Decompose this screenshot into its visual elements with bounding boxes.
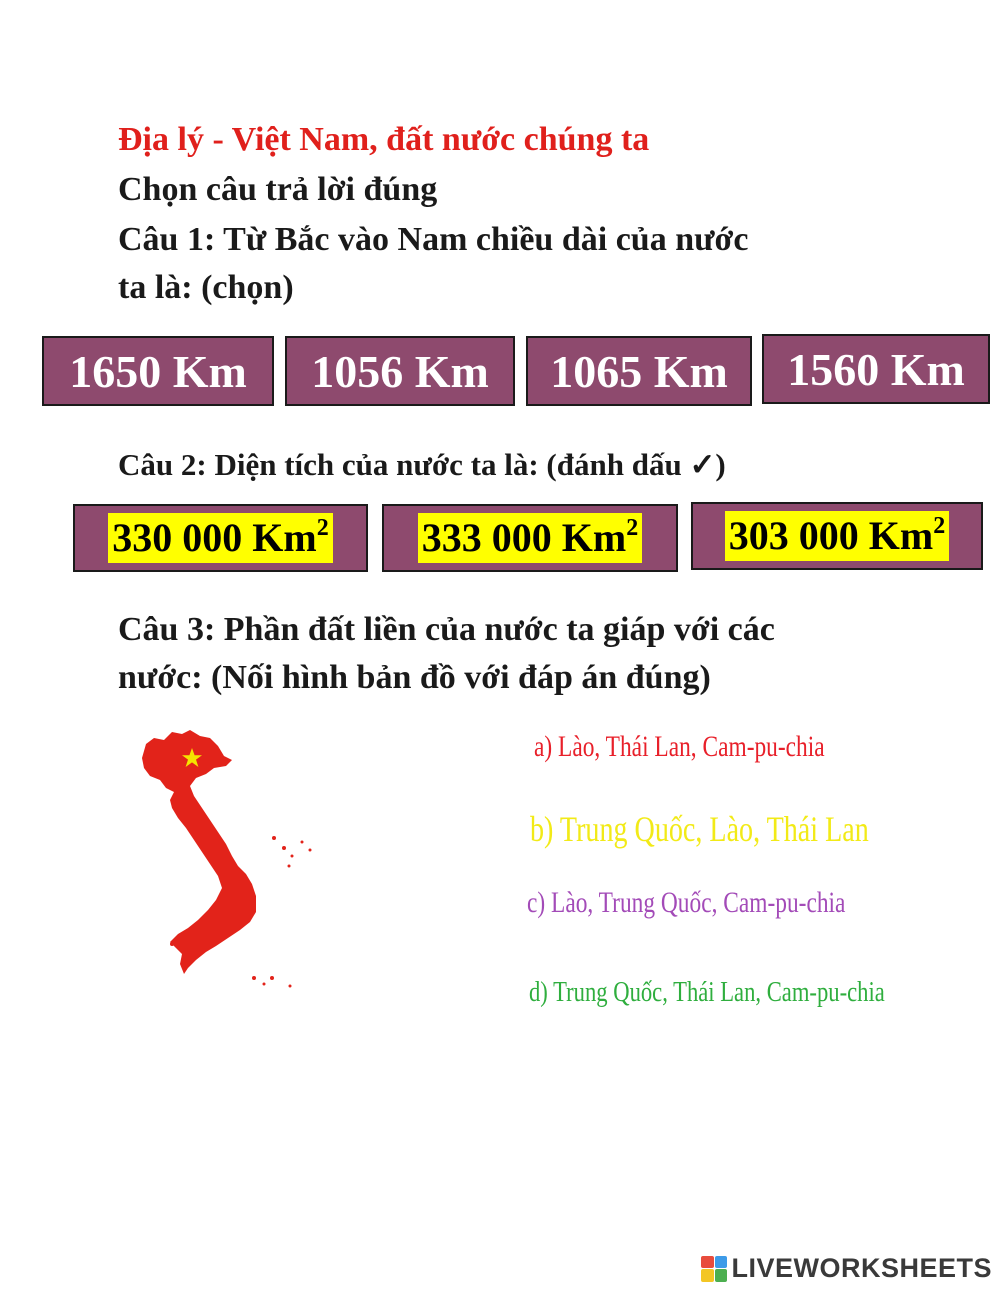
question1-line2: ta là: (chọn) <box>118 269 294 306</box>
island-dot <box>252 976 256 980</box>
q3-option-a[interactable]: a) Lào, Thái Lan, Cam-pu-chia <box>534 730 825 763</box>
island-dot <box>301 841 304 844</box>
island-dot <box>263 983 266 986</box>
q3-option-b[interactable]: b) Trung Quốc, Lào, Thái Lan <box>530 809 869 849</box>
liveworksheets-icon <box>701 1256 727 1282</box>
q3-option-c[interactable]: c) Lào, Trung Quốc, Cam-pu-chia <box>527 886 846 919</box>
liveworksheets-logo <box>701 1253 992 1284</box>
q1-option-1560[interactable]: 1560 Km <box>762 334 990 404</box>
instruction: Chọn câu trả lời đúng <box>118 171 438 208</box>
vietnam-mainland <box>142 730 256 974</box>
island-dot <box>272 836 276 840</box>
q2-option-333000[interactable] <box>382 504 678 572</box>
q1-option-1065[interactable]: 1065 Km <box>526 336 752 406</box>
island-dot <box>288 865 291 868</box>
q2-option-303000[interactable] <box>691 502 983 570</box>
island-dot <box>289 985 292 988</box>
q1-option-1056[interactable]: 1056 Km <box>285 336 515 406</box>
question3-line2: nước: (Nối hình bản đồ với đáp án đúng) <box>118 659 711 696</box>
q2-option-330000[interactable] <box>73 504 368 572</box>
island-dot <box>270 976 274 980</box>
q1-option-1650[interactable]: 1650 Km <box>42 336 274 406</box>
island-dot <box>309 849 312 852</box>
island-dot <box>170 942 174 946</box>
question1-line1: Câu 1: Từ Bắc vào Nam chiều dài của nước <box>118 221 749 258</box>
question2-text: Câu 2: Diện tích của nước ta là: (đánh dấu ✓) <box>118 447 726 482</box>
worksheet-title: Địa lý - Việt Nam, đất nước chúng ta <box>118 121 650 158</box>
brand-name: LIVEWORKSHEETS <box>731 1253 992 1283</box>
island-dot <box>282 846 286 850</box>
question3-line1: Câu 3: Phần đất liền của nước ta giáp với các <box>118 611 775 648</box>
vietnam-map-icon[interactable] <box>114 716 334 1006</box>
island-dot <box>291 855 294 858</box>
q2-option-label: 333 000 Km$^2$ <box>418 513 642 563</box>
q2-option-label: 330 000 Km$^2$ <box>108 513 332 563</box>
q3-option-d[interactable]: d) Trung Quốc, Thái Lan, Cam-pu-chia <box>529 976 885 1008</box>
q2-option-label: 303 000 Km$^2$ <box>725 511 949 561</box>
